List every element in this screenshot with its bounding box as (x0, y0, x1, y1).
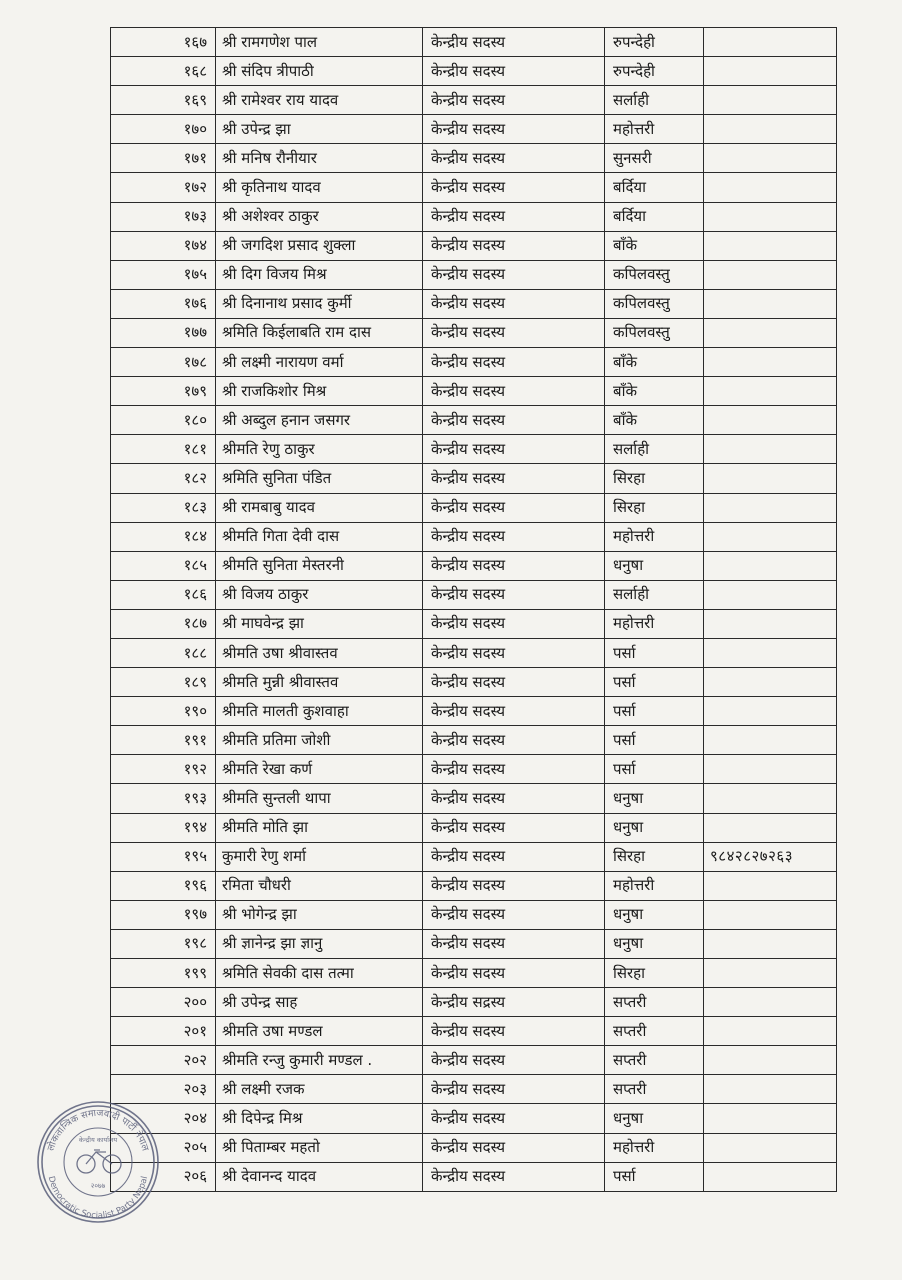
position-cell: केन्द्रीय सदस्य (423, 318, 605, 347)
position-cell: केन्द्रीय सदस्य (423, 1046, 605, 1075)
phone-cell (704, 580, 837, 609)
phone-cell (704, 1046, 837, 1075)
serial-number-cell: १६७ (111, 28, 216, 57)
table-row (111, 871, 837, 900)
member-name-cell: श्रमिति किईलाबति राम दास (216, 318, 423, 347)
position-cell: केन्द्रीय सदस्य (423, 202, 605, 231)
position-cell: केन्द्रीय सदस्य (423, 115, 605, 144)
district-cell: बर्दिया (605, 173, 704, 202)
district-cell: कपिलवस्तु (605, 289, 704, 318)
member-name-cell: श्रीमति सुनिता मेस्तरनी (216, 551, 423, 580)
serial-number-cell: १७३ (111, 202, 216, 231)
members-table-body (111, 28, 837, 1192)
member-name-cell: श्री पिताम्बर महतो (216, 1133, 423, 1162)
member-name-cell: श्रीमति मोति झा (216, 813, 423, 842)
phone-cell (704, 784, 837, 813)
serial-number-cell: १७२ (111, 173, 216, 202)
member-name-cell: श्री दिग विजय मिश्र (216, 260, 423, 289)
serial-number-cell: १८१ (111, 435, 216, 464)
member-name-cell: श्री ज्ञानेन्द्र झा ज्ञानु (216, 929, 423, 958)
serial-number-cell: १७१ (111, 144, 216, 173)
serial-number-cell: १९५ (111, 842, 216, 871)
district-cell: महोत्तरी (605, 609, 704, 638)
member-name-cell: श्रीमति रेणु ठाकुर (216, 435, 423, 464)
position-cell: केन्द्रीय सदस्य (423, 580, 605, 609)
district-cell: सुनसरी (605, 144, 704, 173)
table-row (111, 842, 837, 871)
table-row (111, 755, 837, 784)
district-cell: रुपन्देही (605, 28, 704, 57)
phone-cell (704, 231, 837, 260)
district-cell: महोत्तरी (605, 1133, 704, 1162)
member-name-cell: श्री विजय ठाकुर (216, 580, 423, 609)
district-cell: सप्तरी (605, 988, 704, 1017)
table-row (111, 260, 837, 289)
phone-cell (704, 900, 837, 929)
position-cell: केन्द्रीय सदस्य (423, 1133, 605, 1162)
table-row (111, 1133, 837, 1162)
phone-cell (704, 929, 837, 958)
position-cell: केन्द्रीय सदस्य (423, 57, 605, 86)
position-cell: केन्द्रीय सदस्य (423, 697, 605, 726)
serial-number-cell: १८३ (111, 493, 216, 522)
table-row (111, 522, 837, 551)
position-cell: केन्द्रीय सदस्य (423, 1017, 605, 1046)
serial-number-cell: १७६ (111, 289, 216, 318)
member-name-cell: श्री रामगणेश पाल (216, 28, 423, 57)
phone-cell (704, 318, 837, 347)
phone-cell (704, 173, 837, 202)
serial-number-cell: १९१ (111, 726, 216, 755)
member-name-cell: श्रीमति रन्जु कुमारी मण्डल . (216, 1046, 423, 1075)
table-row (111, 318, 837, 347)
member-name-cell: श्री देवानन्द यादव (216, 1162, 423, 1191)
serial-number-cell: २०२ (111, 1046, 216, 1075)
position-cell: केन्द्रीय सद्रस्य (423, 988, 605, 1017)
position-cell: केन्द्रीय सदस्य (423, 1162, 605, 1191)
member-name-cell: श्री रामबाबु यादव (216, 493, 423, 522)
serial-number-cell: १८७ (111, 609, 216, 638)
phone-cell (704, 1162, 837, 1191)
table-row (111, 988, 837, 1017)
member-name-cell: श्री संदिप त्रीपाठी (216, 57, 423, 86)
phone-cell (704, 871, 837, 900)
table-row (111, 348, 837, 377)
member-name-cell: श्री दिपेन्द्र मिश्र (216, 1104, 423, 1133)
serial-number-cell: १७७ (111, 318, 216, 347)
position-cell: केन्द्रीय सदस्य (423, 609, 605, 638)
district-cell: कपिलवस्तु (605, 260, 704, 289)
member-name-cell: रमिता चौधरी (216, 871, 423, 900)
table-row (111, 1046, 837, 1075)
serial-number-cell: १६८ (111, 57, 216, 86)
serial-number-cell: १७० (111, 115, 216, 144)
phone-cell (704, 609, 837, 638)
district-cell: धनुषा (605, 929, 704, 958)
member-name-cell: श्रमिति सेवकी दास तत्मा (216, 959, 423, 988)
serial-number-cell: २०१ (111, 1017, 216, 1046)
district-cell: पर्सा (605, 755, 704, 784)
member-name-cell: श्रीमति रेखा कर्ण (216, 755, 423, 784)
phone-cell (704, 726, 837, 755)
table-row (111, 144, 837, 173)
district-cell: रुपन्देही (605, 57, 704, 86)
serial-number-cell: १७५ (111, 260, 216, 289)
seal-inner-text: केन्द्रीय कार्यालय (78, 1136, 118, 1144)
phone-cell (704, 289, 837, 318)
phone-cell (704, 668, 837, 697)
table-row (111, 289, 837, 318)
member-name-cell: श्री राजकिशोर मिश्र (216, 377, 423, 406)
district-cell: सप्तरी (605, 1075, 704, 1104)
serial-number-cell: २०४ (111, 1104, 216, 1133)
member-name-cell: श्री जगदिश प्रसाद शुक्ला (216, 231, 423, 260)
member-name-cell: श्री अब्दुल हनान जसगर (216, 406, 423, 435)
position-cell: केन्द्रीय सदस्य (423, 842, 605, 871)
member-name-cell: कुमारी रेणु शर्मा (216, 842, 423, 871)
table-row (111, 1104, 837, 1133)
seal-outer-text: लोकतान्त्रिक समाजवादी पार्टी नेपाल (45, 1107, 151, 1153)
position-cell: केन्द्रीय सदस्य (423, 929, 605, 958)
table-row (111, 1075, 837, 1104)
district-cell: पर्सा (605, 1162, 704, 1191)
serial-number-cell: १७८ (111, 348, 216, 377)
district-cell: बाँके (605, 348, 704, 377)
position-cell: केन्द्रीय सदस्य (423, 726, 605, 755)
serial-number-cell: १८४ (111, 522, 216, 551)
table-row (111, 813, 837, 842)
position-cell: केन्द्रीय सदस्य (423, 86, 605, 115)
table-row (111, 697, 837, 726)
position-cell: केन्द्रीय सदस्य (423, 1104, 605, 1133)
serial-number-cell: १८६ (111, 580, 216, 609)
serial-number-cell: १७४ (111, 231, 216, 260)
position-cell: केन्द्रीय सदस्य (423, 173, 605, 202)
phone-cell (704, 435, 837, 464)
phone-cell (704, 202, 837, 231)
serial-number-cell: १८२ (111, 464, 216, 493)
district-cell: सर्लाही (605, 86, 704, 115)
table-row (111, 959, 837, 988)
district-cell: बाँके (605, 377, 704, 406)
member-name-cell: श्री लक्ष्मी नारायण वर्मा (216, 348, 423, 377)
district-cell: बाँके (605, 406, 704, 435)
phone-cell (704, 86, 837, 115)
table-row (111, 609, 837, 638)
district-cell: कपिलवस्तु (605, 318, 704, 347)
serial-number-cell: १८८ (111, 638, 216, 667)
phone-cell (704, 551, 837, 580)
district-cell: धनुषा (605, 900, 704, 929)
serial-number-cell: २०० (111, 988, 216, 1017)
district-cell: धनुषा (605, 551, 704, 580)
table-row (111, 638, 837, 667)
district-cell: धनुषा (605, 784, 704, 813)
table-row (111, 173, 837, 202)
district-cell: पर्सा (605, 668, 704, 697)
serial-number-cell: १९३ (111, 784, 216, 813)
district-cell: बाँके (605, 231, 704, 260)
table-row (111, 668, 837, 697)
table-row (111, 580, 837, 609)
district-cell: पर्सा (605, 638, 704, 667)
table-row (111, 551, 837, 580)
position-cell: केन्द्रीय सदस्य (423, 871, 605, 900)
phone-cell (704, 260, 837, 289)
position-cell: केन्द्रीय सदस्य (423, 144, 605, 173)
phone-cell (704, 348, 837, 377)
table-row (111, 231, 837, 260)
member-name-cell: श्रीमति मुन्नी श्रीवास्तव (216, 668, 423, 697)
position-cell: केन्द्रीय सदस्य (423, 464, 605, 493)
position-cell: केन्द्रीय सदस्य (423, 289, 605, 318)
phone-cell (704, 813, 837, 842)
table-row (111, 726, 837, 755)
position-cell: केन्द्रीय सदस्य (423, 900, 605, 929)
serial-number-cell: १९० (111, 697, 216, 726)
position-cell: केन्द्रीय सदस्य (423, 755, 605, 784)
serial-number-cell: २०३ (111, 1075, 216, 1104)
party-seal (34, 1098, 162, 1226)
phone-cell (704, 57, 837, 86)
table-row (111, 435, 837, 464)
serial-number-cell: १७९ (111, 377, 216, 406)
serial-number-cell: १९९ (111, 959, 216, 988)
member-name-cell: श्री उपेन्द्र झा (216, 115, 423, 144)
phone-cell (704, 522, 837, 551)
district-cell: सप्तरी (605, 1017, 704, 1046)
table-row (111, 493, 837, 522)
serial-number-cell: २०५ (111, 1133, 216, 1162)
serial-number-cell: १६९ (111, 86, 216, 115)
member-name-cell: श्री कृतिनाथ यादव (216, 173, 423, 202)
phone-cell (704, 377, 837, 406)
member-name-cell: श्रीमति प्रतिमा जोशी (216, 726, 423, 755)
table-row (111, 1017, 837, 1046)
serial-number-cell: १९८ (111, 929, 216, 958)
position-cell: केन्द्रीय सदस्य (423, 1075, 605, 1104)
district-cell: सर्लाही (605, 580, 704, 609)
phone-cell (704, 115, 837, 144)
serial-number-cell: १८० (111, 406, 216, 435)
member-name-cell: श्रीमति उषा श्रीवास्तव (216, 638, 423, 667)
district-cell: धनुषा (605, 1104, 704, 1133)
district-cell: धनुषा (605, 813, 704, 842)
phone-cell (704, 493, 837, 522)
member-name-cell: श्रमिति सुनिता पंडित (216, 464, 423, 493)
phone-cell: ९८४२८२७२६३ (704, 842, 837, 871)
member-name-cell: श्री दिनानाथ प्रसाद कुर्मी (216, 289, 423, 318)
position-cell: केन्द्रीय सदस्य (423, 493, 605, 522)
phone-cell (704, 959, 837, 988)
phone-cell (704, 1133, 837, 1162)
serial-number-cell: २०६ (111, 1162, 216, 1191)
position-cell: केन्द्रीय सदस्य (423, 406, 605, 435)
member-name-cell: श्री भोगेन्द्र झा (216, 900, 423, 929)
member-name-cell: श्री उपेन्द्र साह (216, 988, 423, 1017)
phone-cell (704, 697, 837, 726)
table-row (111, 86, 837, 115)
serial-number-cell: १९६ (111, 871, 216, 900)
member-name-cell: श्री लक्ष्मी रजक (216, 1075, 423, 1104)
member-name-cell: श्री अशेश्वर ठाकुर (216, 202, 423, 231)
phone-cell (704, 988, 837, 1017)
table-row (111, 377, 837, 406)
seal-bottom-text: Democratic Socialist Party Nepal (45, 1175, 151, 1222)
serial-number-cell: १९२ (111, 755, 216, 784)
phone-cell (704, 638, 837, 667)
position-cell: केन्द्रीय सदस्य (423, 959, 605, 988)
table-row (111, 900, 837, 929)
position-cell: केन्द्रीय सदस्य (423, 668, 605, 697)
position-cell: केन्द्रीय सदस्य (423, 348, 605, 377)
position-cell: केन्द्रीय सदस्य (423, 522, 605, 551)
district-cell: सिरहा (605, 493, 704, 522)
phone-cell (704, 28, 837, 57)
table-row (111, 28, 837, 57)
phone-cell (704, 755, 837, 784)
district-cell: महोत्तरी (605, 522, 704, 551)
seal-year-text: २०७७ (90, 1182, 106, 1190)
phone-cell (704, 406, 837, 435)
district-cell: महोत्तरी (605, 115, 704, 144)
phone-cell (704, 464, 837, 493)
district-cell: महोत्तरी (605, 871, 704, 900)
position-cell: केन्द्रीय सदस्य (423, 551, 605, 580)
member-name-cell: श्री माघवेन्द्र झा (216, 609, 423, 638)
phone-cell (704, 1017, 837, 1046)
table-row (111, 202, 837, 231)
position-cell: केन्द्रीय सदस्य (423, 813, 605, 842)
members-table (110, 27, 837, 1192)
position-cell: केन्द्रीय सदस्य (423, 28, 605, 57)
member-name-cell: श्रीमति मालती कुशवाहा (216, 697, 423, 726)
position-cell: केन्द्रीय सदस्य (423, 638, 605, 667)
serial-number-cell: १९४ (111, 813, 216, 842)
member-name-cell: श्री मनिष रौनीयार (216, 144, 423, 173)
position-cell: केन्द्रीय सदस्य (423, 377, 605, 406)
serial-number-cell: १८५ (111, 551, 216, 580)
phone-cell (704, 1104, 837, 1133)
table-row (111, 464, 837, 493)
table-row (111, 784, 837, 813)
table-row (111, 929, 837, 958)
district-cell: बर्दिया (605, 202, 704, 231)
position-cell: केन्द्रीय सदस्य (423, 260, 605, 289)
position-cell: केन्द्रीय सदस्य (423, 784, 605, 813)
table-row (111, 406, 837, 435)
position-cell: केन्द्रीय सदस्य (423, 231, 605, 260)
member-name-cell: श्रीमति उषा मण्डल (216, 1017, 423, 1046)
district-cell: पर्सा (605, 697, 704, 726)
member-name-cell: श्रीमति गिता देवी दास (216, 522, 423, 551)
table-row (111, 115, 837, 144)
district-cell: सप्तरी (605, 1046, 704, 1075)
district-cell: पर्सा (605, 726, 704, 755)
table-row (111, 1162, 837, 1191)
table-row (111, 57, 837, 86)
district-cell: सिरहा (605, 842, 704, 871)
position-cell: केन्द्रीय सदस्य (423, 435, 605, 464)
member-name-cell: श्री रामेश्वर राय यादव (216, 86, 423, 115)
member-name-cell: श्रीमति सुन्तली थापा (216, 784, 423, 813)
phone-cell (704, 144, 837, 173)
phone-cell (704, 1075, 837, 1104)
serial-number-cell: १९७ (111, 900, 216, 929)
serial-number-cell: १८९ (111, 668, 216, 697)
district-cell: सर्लाही (605, 435, 704, 464)
district-cell: सिरहा (605, 464, 704, 493)
district-cell: सिरहा (605, 959, 704, 988)
